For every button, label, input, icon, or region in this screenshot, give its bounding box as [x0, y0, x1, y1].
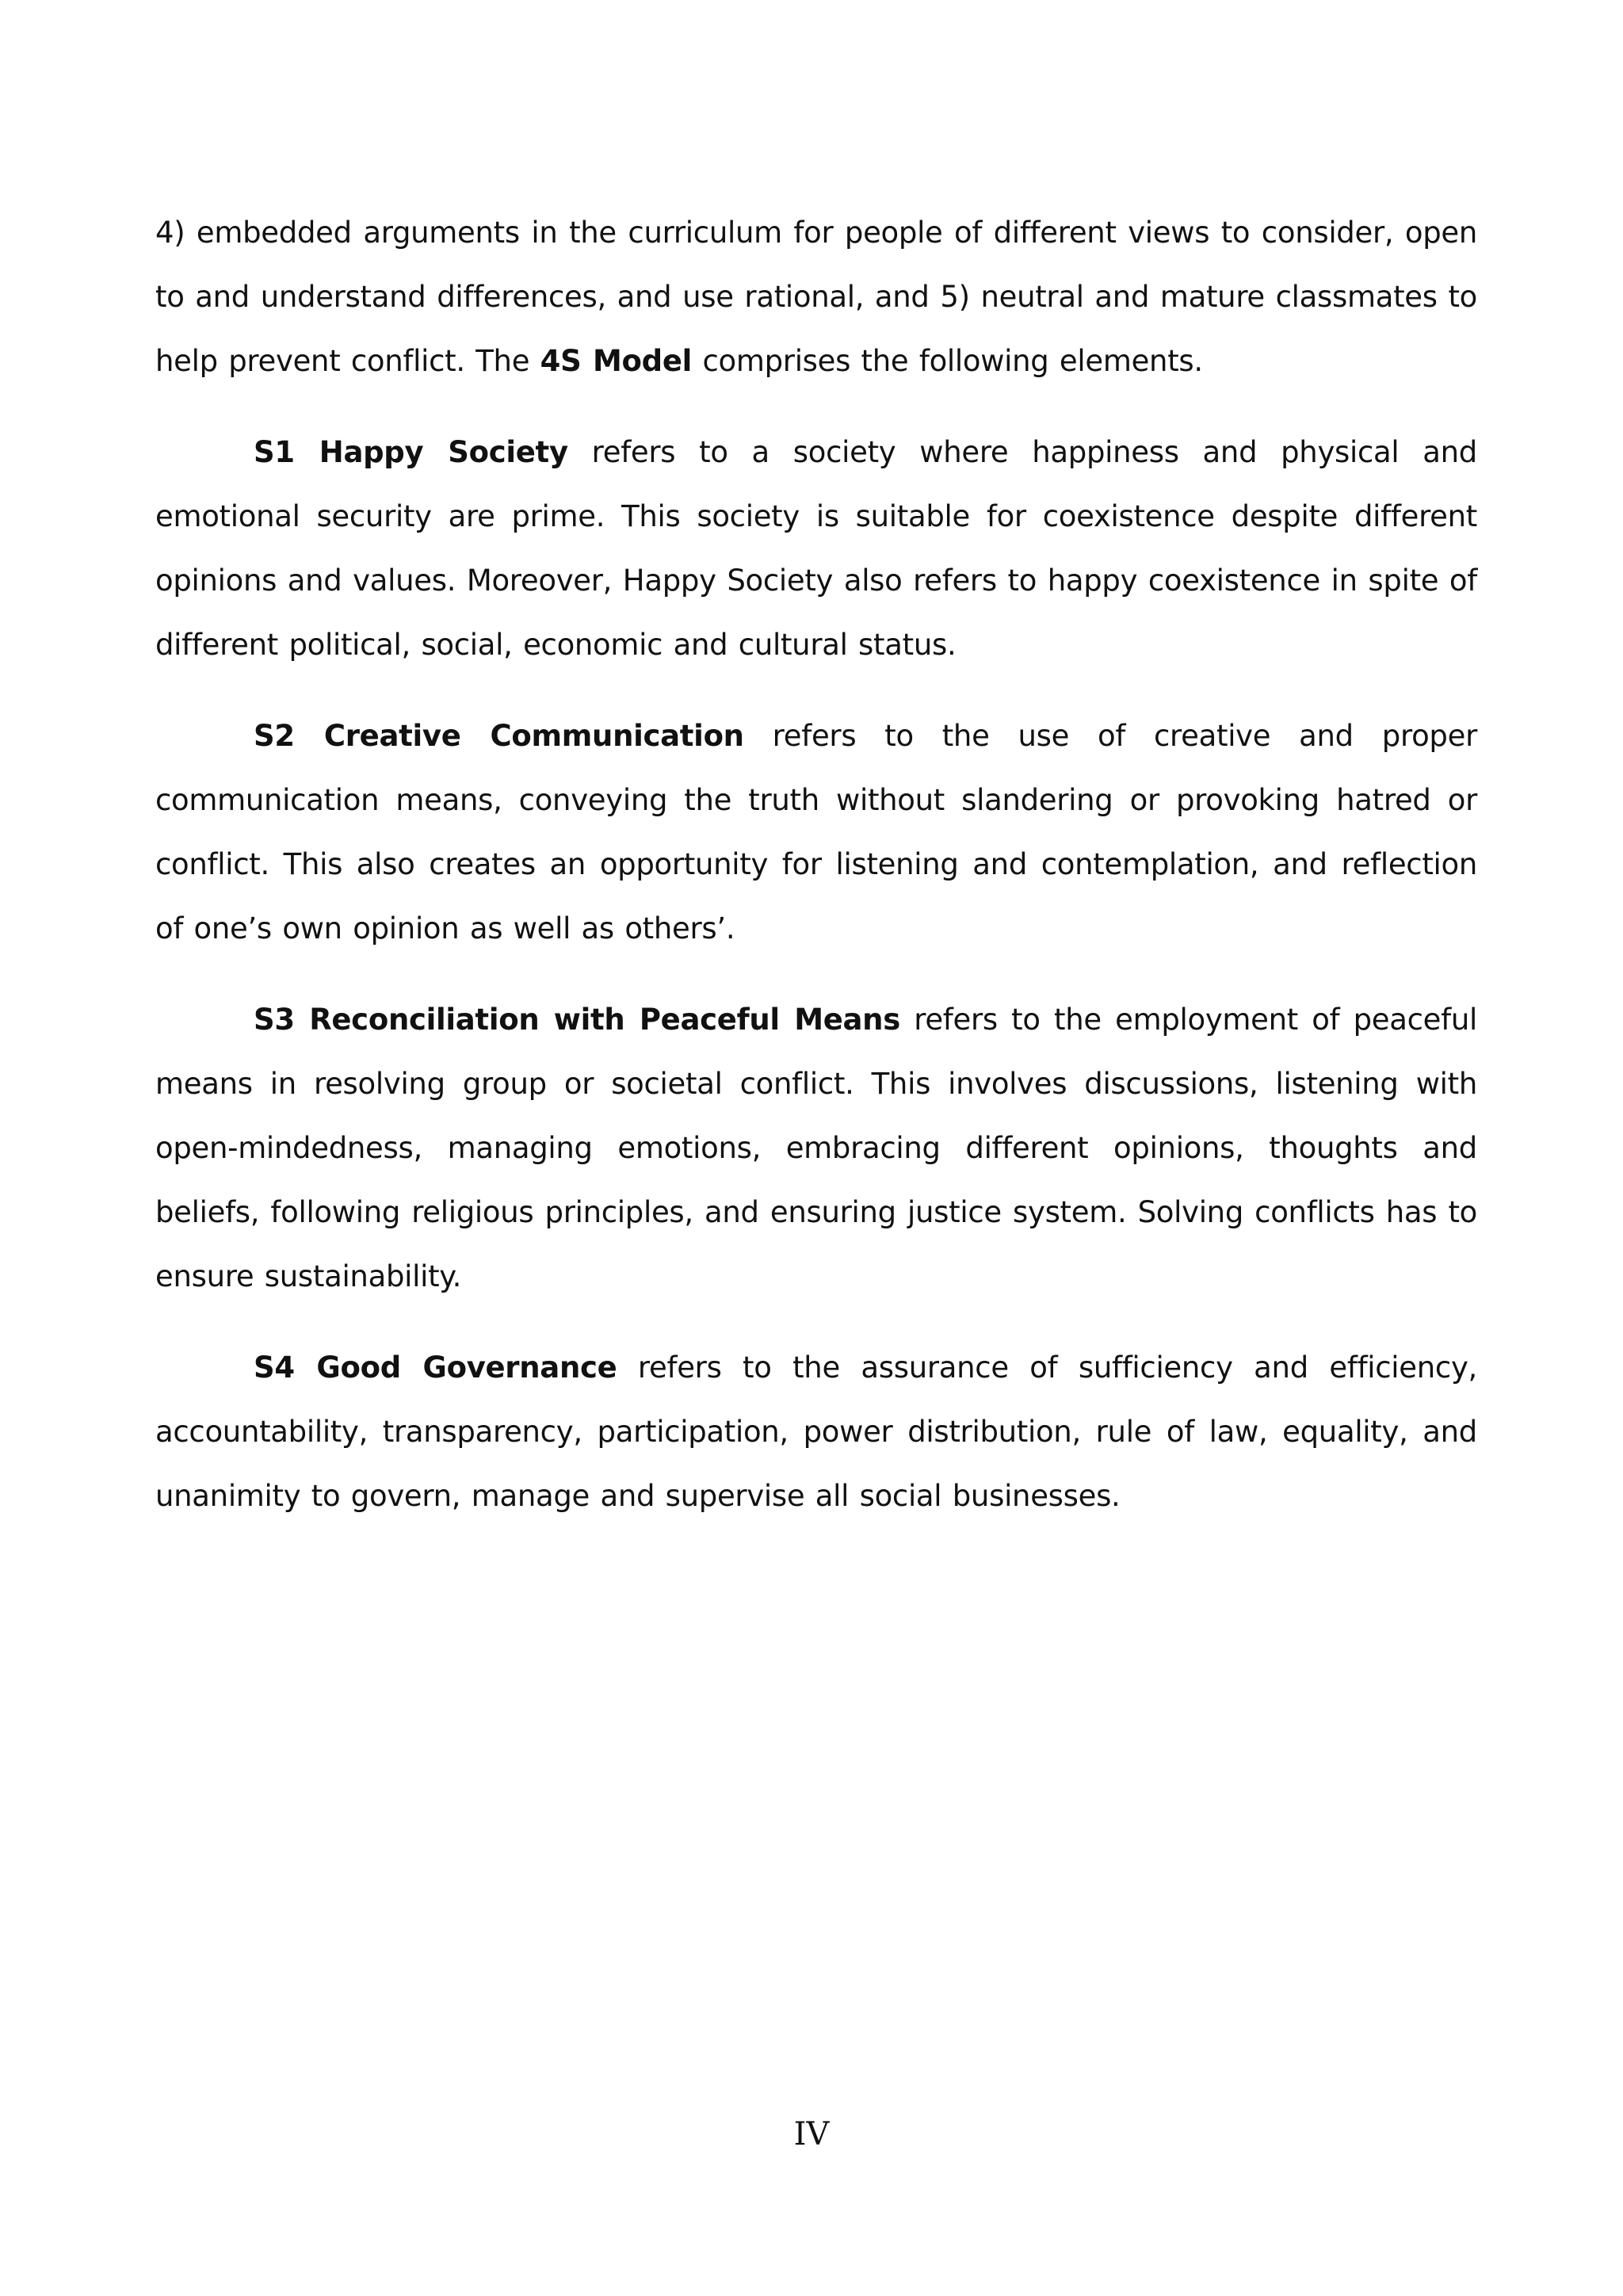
s1-paragraph: [155, 420, 1477, 677]
s2-term: S2 Creative Communication: [254, 719, 744, 753]
s1-term: S1 Happy Society: [254, 435, 568, 469]
s4-text: refers to the assurance of sufficiency and efficiency, accountability, transparency, participation, power distribution, rule of law, equality, and unanimity to govern, manage and supervise all social businesses.: [155, 1350, 1478, 1513]
intro-text-end: comprises the following elements.: [692, 344, 1203, 378]
s3-paragraph: [155, 988, 1477, 1308]
s1-text: refers to a society where happiness and physical and emotional security are prime. This society is suitable for coexistence despite different opinions and values. Moreover, Happy Society also refers to happy coexistence in spite of different political, social, economic and cultural status.: [155, 435, 1477, 662]
s3-term: S3 Reconciliation with Peaceful Means: [254, 1003, 900, 1037]
model-term: 4S Model: [540, 344, 693, 378]
s2-paragraph: [155, 704, 1477, 961]
page-number: IV: [793, 2116, 830, 2153]
s2-text: refers to the use of creative and proper communication means, conveying the truth without slandering or provoking hatred or conflict. This also creates an opportunity for listening and contemplation, and reflection of one’s own opinion as well as others’.: [155, 719, 1477, 946]
s4-term: S4 Good Governance: [254, 1350, 617, 1385]
intro-paragraph: [155, 201, 1477, 393]
intro-text-start: 4) embedded arguments in the curriculum for people of different views to consider, open to and understand differences, and use rational, and 5) neutral and mature classmates to help prevent conflict. The: [155, 216, 1477, 378]
s3-text: refers to the employment of peaceful means in resolving group or societal conflict. This involves discussions, listening with open-mindedness, managing emotions, embracing different opinions, thoughts and beliefs, following religious principles, and ensuring justice system. Solving conflicts has to ensure sustainability.: [155, 1003, 1478, 1293]
body-text: [155, 201, 1477, 1555]
s4-paragraph: [155, 1335, 1477, 1528]
